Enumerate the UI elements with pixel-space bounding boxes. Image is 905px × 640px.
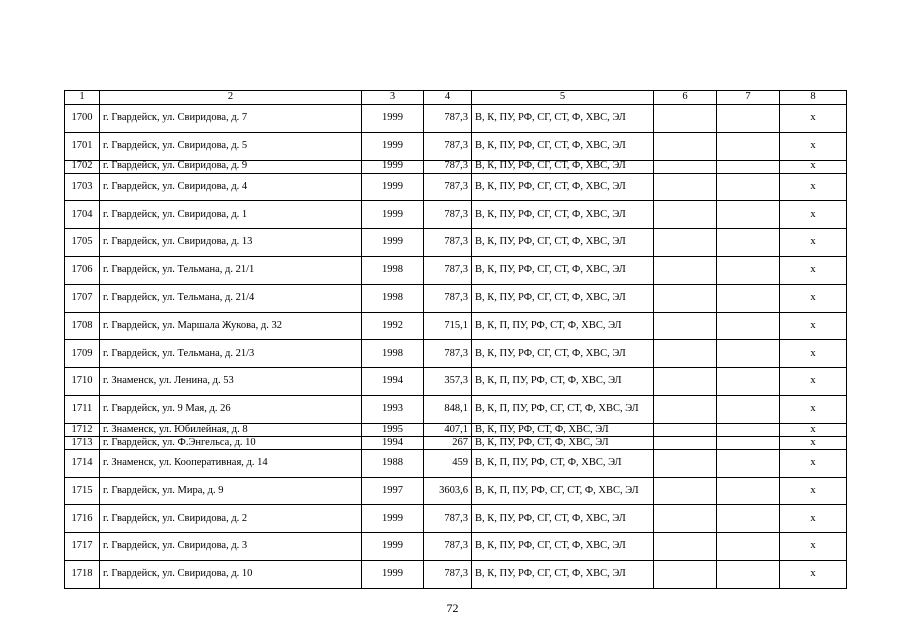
table-row (65, 340, 847, 368)
column-8-cell: х (780, 436, 847, 449)
works-cell: В, К, ПУ, РФ, СГ, СТ, Ф, ХВС, ЭЛ (472, 201, 654, 229)
row-number-cell: 1710 (65, 368, 100, 396)
column-8-cell: х (780, 560, 847, 588)
column-7-cell (717, 132, 780, 160)
address-cell: г. Гвардейск, ул. Свиридова, д. 5 (100, 132, 362, 160)
column-6-cell (654, 423, 717, 436)
column-header: 2 (100, 91, 362, 105)
column-6-cell (654, 132, 717, 160)
column-7-cell (717, 284, 780, 312)
works-cell: В, К, ПУ, РФ, СГ, СТ, Ф, ХВС, ЭЛ (472, 560, 654, 588)
works-cell: В, К, ПУ, РФ, СГ, СТ, Ф, ХВС, ЭЛ (472, 340, 654, 368)
area-cell: 787,3 (424, 533, 472, 561)
column-6-cell (654, 340, 717, 368)
column-8-cell: х (780, 395, 847, 423)
address-cell: г. Гвардейск, ул. Свиридова, д. 2 (100, 505, 362, 533)
table-row (65, 436, 847, 449)
year-cell: 1998 (362, 340, 424, 368)
year-cell: 1999 (362, 505, 424, 533)
year-cell: 1999 (362, 533, 424, 561)
column-6-cell (654, 449, 717, 477)
column-6-cell (654, 229, 717, 257)
table-row (65, 229, 847, 257)
area-cell: 787,3 (424, 229, 472, 257)
area-cell: 787,3 (424, 284, 472, 312)
area-cell: 787,3 (424, 201, 472, 229)
column-8-cell: х (780, 505, 847, 533)
table-row (65, 477, 847, 505)
column-6-cell (654, 284, 717, 312)
column-7-cell (717, 173, 780, 201)
address-cell: г. Гвардейск, ул. Тельмана, д. 21/4 (100, 284, 362, 312)
row-number-cell: 1715 (65, 477, 100, 505)
column-7-cell (717, 477, 780, 505)
column-8-cell: х (780, 449, 847, 477)
works-cell: В, К, ПУ, РФ, СГ, СТ, Ф, ХВС, ЭЛ (472, 229, 654, 257)
area-cell: 3603,6 (424, 477, 472, 505)
column-8-cell: х (780, 160, 847, 173)
column-7-cell (717, 395, 780, 423)
year-cell: 1999 (362, 229, 424, 257)
works-cell: В, К, ПУ, РФ, СГ, СТ, Ф, ХВС, ЭЛ (472, 533, 654, 561)
area-cell: 787,3 (424, 256, 472, 284)
year-cell: 1999 (362, 560, 424, 588)
row-number-cell: 1713 (65, 436, 100, 449)
table-row (65, 173, 847, 201)
works-cell: В, К, П, ПУ, РФ, СТ, Ф, ХВС, ЭЛ (472, 449, 654, 477)
address-cell: г. Гвардейск, ул. Свиридова, д. 10 (100, 560, 362, 588)
table-row (65, 312, 847, 340)
row-number-cell: 1708 (65, 312, 100, 340)
table-row (65, 560, 847, 588)
row-number-cell: 1709 (65, 340, 100, 368)
row-number-cell: 1718 (65, 560, 100, 588)
works-cell: В, К, ПУ, РФ, СГ, СТ, Ф, ХВС, ЭЛ (472, 160, 654, 173)
column-6-cell (654, 256, 717, 284)
row-number-cell: 1701 (65, 132, 100, 160)
row-number-cell: 1712 (65, 423, 100, 436)
year-cell: 1994 (362, 368, 424, 396)
column-6-cell (654, 477, 717, 505)
works-cell: В, К, ПУ, РФ, СГ, СТ, Ф, ХВС, ЭЛ (472, 132, 654, 160)
row-number-cell: 1717 (65, 533, 100, 561)
column-header: 7 (717, 91, 780, 105)
register-table (64, 90, 847, 589)
column-header: 4 (424, 91, 472, 105)
year-cell: 1999 (362, 160, 424, 173)
address-cell: г. Гвардейск, ул. Свиридова, д. 4 (100, 173, 362, 201)
area-cell: 848,1 (424, 395, 472, 423)
column-7-cell (717, 229, 780, 257)
works-cell: В, К, ПУ, РФ, СТ, Ф, ХВС, ЭЛ (472, 436, 654, 449)
address-cell: г. Знаменск, ул. Кооперативная, д. 14 (100, 449, 362, 477)
column-6-cell (654, 560, 717, 588)
address-cell: г. Гвардейск, ул. 9 Мая, д. 26 (100, 395, 362, 423)
address-cell: г. Гвардейск, ул. Мира, д. 9 (100, 477, 362, 505)
works-cell: В, К, ПУ, РФ, СГ, СТ, Ф, ХВС, ЭЛ (472, 505, 654, 533)
table-row (65, 368, 847, 396)
column-number-row (65, 91, 847, 105)
table-body (65, 105, 847, 589)
address-cell: г. Гвардейск, ул. Свиридова, д. 9 (100, 160, 362, 173)
year-cell: 1999 (362, 173, 424, 201)
column-8-cell: х (780, 173, 847, 201)
works-cell: В, К, ПУ, РФ, СГ, СТ, Ф, ХВС, ЭЛ (472, 105, 654, 133)
column-7-cell (717, 368, 780, 396)
column-7-cell (717, 560, 780, 588)
column-7-cell (717, 533, 780, 561)
column-8-cell: х (780, 229, 847, 257)
table-row (65, 505, 847, 533)
year-cell: 1999 (362, 105, 424, 133)
table-row (65, 423, 847, 436)
column-6-cell (654, 368, 717, 396)
column-8-cell: х (780, 132, 847, 160)
column-header: 3 (362, 91, 424, 105)
table-row (65, 449, 847, 477)
table-row (65, 395, 847, 423)
column-6-cell (654, 436, 717, 449)
table-row (65, 132, 847, 160)
year-cell: 1993 (362, 395, 424, 423)
works-cell: В, К, П, ПУ, РФ, СГ, СТ, Ф, ХВС, ЭЛ (472, 477, 654, 505)
area-cell: 459 (424, 449, 472, 477)
area-cell: 715,1 (424, 312, 472, 340)
area-cell: 787,3 (424, 560, 472, 588)
column-7-cell (717, 436, 780, 449)
column-7-cell (717, 105, 780, 133)
works-cell: В, К, П, ПУ, РФ, СГ, СТ, Ф, ХВС, ЭЛ (472, 395, 654, 423)
year-cell: 1998 (362, 256, 424, 284)
column-7-cell (717, 505, 780, 533)
year-cell: 1998 (362, 284, 424, 312)
row-number-cell: 1707 (65, 284, 100, 312)
area-cell: 787,3 (424, 173, 472, 201)
column-8-cell: х (780, 256, 847, 284)
column-8-cell: х (780, 284, 847, 312)
column-7-cell (717, 423, 780, 436)
works-cell: В, К, П, ПУ, РФ, СТ, Ф, ХВС, ЭЛ (472, 312, 654, 340)
address-cell: г. Гвардейск, ул. Свиридова, д. 7 (100, 105, 362, 133)
column-8-cell: х (780, 105, 847, 133)
row-number-cell: 1700 (65, 105, 100, 133)
area-cell: 787,3 (424, 132, 472, 160)
column-6-cell (654, 160, 717, 173)
table-row (65, 160, 847, 173)
area-cell: 407,1 (424, 423, 472, 436)
table-row (65, 201, 847, 229)
table-row (65, 284, 847, 312)
column-8-cell: х (780, 423, 847, 436)
column-6-cell (654, 173, 717, 201)
year-cell: 1992 (362, 312, 424, 340)
address-cell: г. Гвардейск, ул. Свиридова, д. 13 (100, 229, 362, 257)
column-8-cell: х (780, 533, 847, 561)
address-cell: г. Гвардейск, ул. Тельмана, д. 21/3 (100, 340, 362, 368)
table-row (65, 256, 847, 284)
column-6-cell (654, 395, 717, 423)
column-8-cell: х (780, 368, 847, 396)
column-7-cell (717, 256, 780, 284)
address-cell: г. Знаменск, ул. Ленина, д. 53 (100, 368, 362, 396)
column-8-cell: х (780, 477, 847, 505)
works-cell: В, К, ПУ, РФ, СТ, Ф, ХВС, ЭЛ (472, 423, 654, 436)
column-6-cell (654, 533, 717, 561)
works-cell: В, К, ПУ, РФ, СГ, СТ, Ф, ХВС, ЭЛ (472, 173, 654, 201)
column-8-cell: х (780, 312, 847, 340)
row-number-cell: 1705 (65, 229, 100, 257)
area-cell: 787,3 (424, 105, 472, 133)
address-cell: г. Знаменск, ул. Юбилейная, д. 8 (100, 423, 362, 436)
area-cell: 787,3 (424, 160, 472, 173)
column-7-cell (717, 449, 780, 477)
year-cell: 1999 (362, 201, 424, 229)
column-6-cell (654, 105, 717, 133)
column-8-cell: х (780, 201, 847, 229)
address-cell: г. Гвардейск, ул. Тельмана, д. 21/1 (100, 256, 362, 284)
column-6-cell (654, 201, 717, 229)
table-row (65, 533, 847, 561)
row-number-cell: 1702 (65, 160, 100, 173)
table-row (65, 105, 847, 133)
works-cell: В, К, ПУ, РФ, СГ, СТ, Ф, ХВС, ЭЛ (472, 284, 654, 312)
works-cell: В, К, ПУ, РФ, СГ, СТ, Ф, ХВС, ЭЛ (472, 256, 654, 284)
year-cell: 1997 (362, 477, 424, 505)
area-cell: 787,3 (424, 505, 472, 533)
area-cell: 267 (424, 436, 472, 449)
row-number-cell: 1703 (65, 173, 100, 201)
column-6-cell (654, 312, 717, 340)
row-number-cell: 1716 (65, 505, 100, 533)
area-cell: 787,3 (424, 340, 472, 368)
page-number: 72 (446, 601, 459, 615)
row-number-cell: 1704 (65, 201, 100, 229)
works-cell: В, К, П, ПУ, РФ, СТ, Ф, ХВС, ЭЛ (472, 368, 654, 396)
address-cell: г. Гвардейск, ул. Свиридова, д. 3 (100, 533, 362, 561)
column-7-cell (717, 201, 780, 229)
column-7-cell (717, 160, 780, 173)
column-header: 8 (780, 91, 847, 105)
column-8-cell: х (780, 340, 847, 368)
year-cell: 1994 (362, 436, 424, 449)
year-cell: 1988 (362, 449, 424, 477)
column-header: 1 (65, 91, 100, 105)
year-cell: 1995 (362, 423, 424, 436)
column-header: 6 (654, 91, 717, 105)
row-number-cell: 1714 (65, 449, 100, 477)
address-cell: г. Гвардейск, ул. Маршала Жукова, д. 32 (100, 312, 362, 340)
column-7-cell (717, 340, 780, 368)
column-header: 5 (472, 91, 654, 105)
row-number-cell: 1711 (65, 395, 100, 423)
column-7-cell (717, 312, 780, 340)
area-cell: 357,3 (424, 368, 472, 396)
row-number-cell: 1706 (65, 256, 100, 284)
column-6-cell (654, 505, 717, 533)
address-cell: г. Гвардейск, ул. Ф.Энгельса, д. 10 (100, 436, 362, 449)
year-cell: 1999 (362, 132, 424, 160)
address-cell: г. Гвардейск, ул. Свиридова, д. 1 (100, 201, 362, 229)
